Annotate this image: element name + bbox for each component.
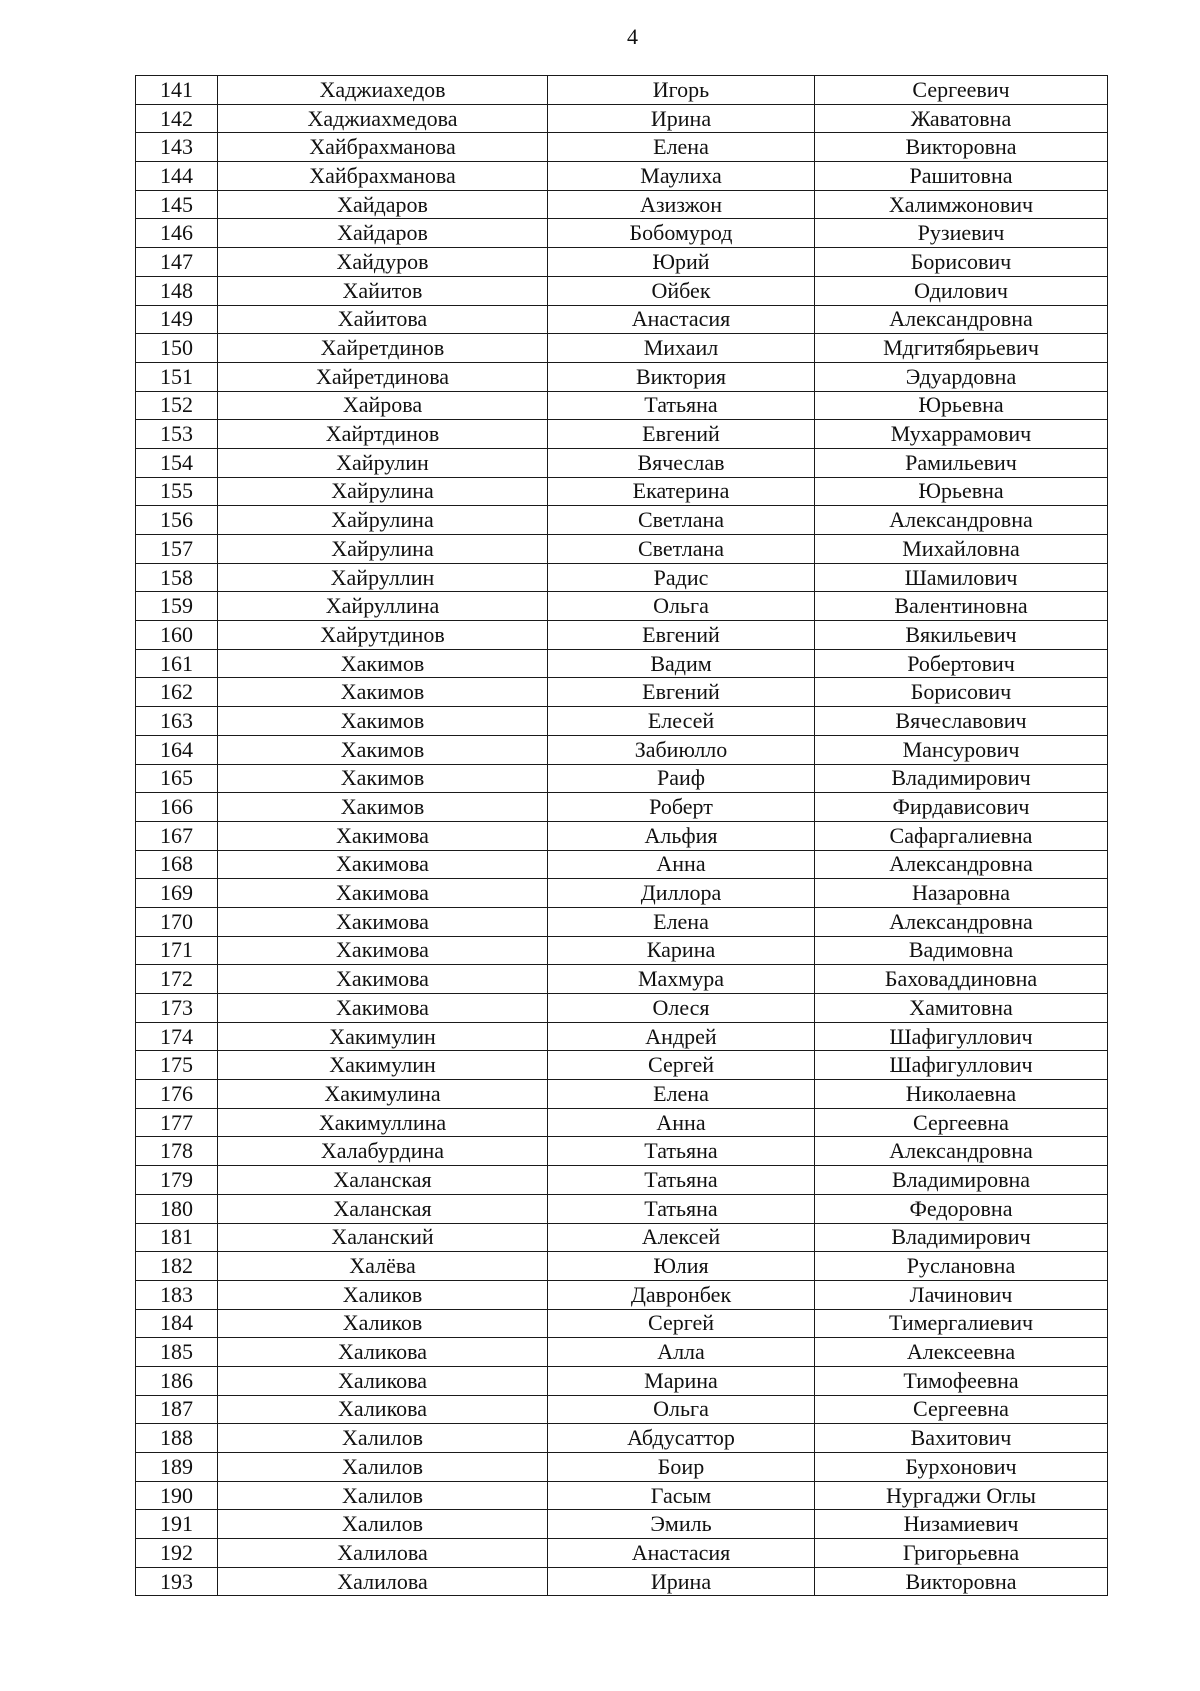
table-row bbox=[136, 76, 1108, 105]
table-row bbox=[136, 907, 1108, 936]
last-name-cell: Халиков bbox=[218, 1309, 548, 1338]
patronymic-cell: Рузиевич bbox=[815, 219, 1108, 248]
first-name-cell: Эмиль bbox=[548, 1510, 815, 1539]
row-number-cell: 184 bbox=[136, 1309, 218, 1338]
patronymic-cell: Робертович bbox=[815, 649, 1108, 678]
row-number-cell: 141 bbox=[136, 76, 218, 105]
last-name-cell: Хайитова bbox=[218, 305, 548, 334]
table-row bbox=[136, 133, 1108, 162]
table-row bbox=[136, 219, 1108, 248]
names-table-body bbox=[136, 76, 1108, 1596]
table-row bbox=[136, 994, 1108, 1023]
first-name-cell: Елена bbox=[548, 133, 815, 162]
table-row bbox=[136, 535, 1108, 564]
last-name-cell: Хайбрахманова bbox=[218, 133, 548, 162]
first-name-cell: Марина bbox=[548, 1366, 815, 1395]
first-name-cell: Ольга bbox=[548, 592, 815, 621]
first-name-cell: Ирина bbox=[548, 104, 815, 133]
first-name-cell: Ойбек bbox=[548, 276, 815, 305]
patronymic-cell: Владимирович bbox=[815, 764, 1108, 793]
first-name-cell: Игорь bbox=[548, 76, 815, 105]
patronymic-cell: Хамитовна bbox=[815, 994, 1108, 1023]
patronymic-cell: Одилович bbox=[815, 276, 1108, 305]
row-number-cell: 191 bbox=[136, 1510, 218, 1539]
last-name-cell: Хайретдинов bbox=[218, 334, 548, 363]
patronymic-cell: Руслановна bbox=[815, 1252, 1108, 1281]
table-row bbox=[136, 1223, 1108, 1252]
table-row bbox=[136, 965, 1108, 994]
last-name-cell: Хакимулин bbox=[218, 1022, 548, 1051]
row-number-cell: 182 bbox=[136, 1252, 218, 1281]
last-name-cell: Хакимова bbox=[218, 965, 548, 994]
first-name-cell: Диллора bbox=[548, 879, 815, 908]
last-name-cell: Хакимова bbox=[218, 821, 548, 850]
patronymic-cell: Владимировна bbox=[815, 1166, 1108, 1195]
row-number-cell: 148 bbox=[136, 276, 218, 305]
first-name-cell: Альфия bbox=[548, 821, 815, 850]
patronymic-cell: Халимжонович bbox=[815, 190, 1108, 219]
row-number-cell: 166 bbox=[136, 793, 218, 822]
table-row bbox=[136, 1080, 1108, 1109]
first-name-cell: Юрий bbox=[548, 248, 815, 277]
table-row bbox=[136, 1366, 1108, 1395]
first-name-cell: Сергей bbox=[548, 1051, 815, 1080]
first-name-cell: Татьяна bbox=[548, 391, 815, 420]
table-row bbox=[136, 1453, 1108, 1482]
patronymic-cell: Александровна bbox=[815, 850, 1108, 879]
patronymic-cell: Эдуардовна bbox=[815, 362, 1108, 391]
row-number-cell: 186 bbox=[136, 1366, 218, 1395]
row-number-cell: 178 bbox=[136, 1137, 218, 1166]
patronymic-cell: Александровна bbox=[815, 305, 1108, 334]
table-row bbox=[136, 334, 1108, 363]
last-name-cell: Хайрулина bbox=[218, 535, 548, 564]
patronymic-cell: Вадимовна bbox=[815, 936, 1108, 965]
row-number-cell: 150 bbox=[136, 334, 218, 363]
patronymic-cell: Николаевна bbox=[815, 1080, 1108, 1109]
patronymic-cell: Владимирович bbox=[815, 1223, 1108, 1252]
row-number-cell: 170 bbox=[136, 907, 218, 936]
first-name-cell: Елесей bbox=[548, 707, 815, 736]
last-name-cell: Халабурдина bbox=[218, 1137, 548, 1166]
patronymic-cell: Сафаргалиевна bbox=[815, 821, 1108, 850]
patronymic-cell: Нургаджи Оглы bbox=[815, 1481, 1108, 1510]
table-row bbox=[136, 1481, 1108, 1510]
last-name-cell: Хакимова bbox=[218, 879, 548, 908]
table-row bbox=[136, 936, 1108, 965]
table-row bbox=[136, 793, 1108, 822]
last-name-cell: Хайретдинова bbox=[218, 362, 548, 391]
last-name-cell: Хайдуров bbox=[218, 248, 548, 277]
patronymic-cell: Валентиновна bbox=[815, 592, 1108, 621]
first-name-cell: Андрей bbox=[548, 1022, 815, 1051]
row-number-cell: 157 bbox=[136, 535, 218, 564]
row-number-cell: 181 bbox=[136, 1223, 218, 1252]
table-row bbox=[136, 1108, 1108, 1137]
row-number-cell: 160 bbox=[136, 621, 218, 650]
patronymic-cell: Вахитович bbox=[815, 1424, 1108, 1453]
last-name-cell: Халиков bbox=[218, 1280, 548, 1309]
row-number-cell: 177 bbox=[136, 1108, 218, 1137]
table-row bbox=[136, 879, 1108, 908]
row-number-cell: 149 bbox=[136, 305, 218, 334]
first-name-cell: Абдусаттор bbox=[548, 1424, 815, 1453]
table-row bbox=[136, 1539, 1108, 1568]
first-name-cell: Давронбек bbox=[548, 1280, 815, 1309]
patronymic-cell: Шамилович bbox=[815, 563, 1108, 592]
table-row bbox=[136, 1567, 1108, 1596]
row-number-cell: 146 bbox=[136, 219, 218, 248]
row-number-cell: 193 bbox=[136, 1567, 218, 1596]
first-name-cell: Боир bbox=[548, 1453, 815, 1482]
row-number-cell: 187 bbox=[136, 1395, 218, 1424]
last-name-cell: Халилова bbox=[218, 1567, 548, 1596]
table-row bbox=[136, 104, 1108, 133]
table-row bbox=[136, 248, 1108, 277]
patronymic-cell: Жаватовна bbox=[815, 104, 1108, 133]
row-number-cell: 153 bbox=[136, 420, 218, 449]
table-row bbox=[136, 162, 1108, 191]
patronymic-cell: Баховаддиновна bbox=[815, 965, 1108, 994]
row-number-cell: 163 bbox=[136, 707, 218, 736]
table-row bbox=[136, 1022, 1108, 1051]
row-number-cell: 151 bbox=[136, 362, 218, 391]
table-row bbox=[136, 592, 1108, 621]
last-name-cell: Халанская bbox=[218, 1194, 548, 1223]
first-name-cell: Евгений bbox=[548, 678, 815, 707]
last-name-cell: Хайрулина bbox=[218, 477, 548, 506]
row-number-cell: 190 bbox=[136, 1481, 218, 1510]
table-row bbox=[136, 305, 1108, 334]
first-name-cell: Михаил bbox=[548, 334, 815, 363]
last-name-cell: Хакимова bbox=[218, 936, 548, 965]
last-name-cell: Хакимова bbox=[218, 850, 548, 879]
row-number-cell: 155 bbox=[136, 477, 218, 506]
patronymic-cell: Мухаррамович bbox=[815, 420, 1108, 449]
row-number-cell: 192 bbox=[136, 1539, 218, 1568]
last-name-cell: Халилов bbox=[218, 1481, 548, 1510]
last-name-cell: Хайрулин bbox=[218, 448, 548, 477]
row-number-cell: 142 bbox=[136, 104, 218, 133]
row-number-cell: 175 bbox=[136, 1051, 218, 1080]
first-name-cell: Анна bbox=[548, 850, 815, 879]
patronymic-cell: Юрьевна bbox=[815, 391, 1108, 420]
patronymic-cell: Шафигуллович bbox=[815, 1051, 1108, 1080]
table-row bbox=[136, 735, 1108, 764]
row-number-cell: 144 bbox=[136, 162, 218, 191]
patronymic-cell: Рамильевич bbox=[815, 448, 1108, 477]
last-name-cell: Хакимова bbox=[218, 994, 548, 1023]
last-name-cell: Халикова bbox=[218, 1395, 548, 1424]
first-name-cell: Евгений bbox=[548, 621, 815, 650]
last-name-cell: Хайдаров bbox=[218, 190, 548, 219]
first-name-cell: Вадим bbox=[548, 649, 815, 678]
first-name-cell: Виктория bbox=[548, 362, 815, 391]
last-name-cell: Халилов bbox=[218, 1424, 548, 1453]
patronymic-cell: Сергеевна bbox=[815, 1395, 1108, 1424]
first-name-cell: Анастасия bbox=[548, 305, 815, 334]
first-name-cell: Елена bbox=[548, 907, 815, 936]
row-number-cell: 173 bbox=[136, 994, 218, 1023]
row-number-cell: 172 bbox=[136, 965, 218, 994]
patronymic-cell: Сергеевна bbox=[815, 1108, 1108, 1137]
first-name-cell: Олеся bbox=[548, 994, 815, 1023]
last-name-cell: Халилова bbox=[218, 1539, 548, 1568]
first-name-cell: Махмура bbox=[548, 965, 815, 994]
first-name-cell: Роберт bbox=[548, 793, 815, 822]
last-name-cell: Хайртдинов bbox=[218, 420, 548, 449]
last-name-cell: Хайбрахманова bbox=[218, 162, 548, 191]
page-number: 4 bbox=[627, 24, 638, 49]
first-name-cell: Раиф bbox=[548, 764, 815, 793]
last-name-cell: Халанская bbox=[218, 1166, 548, 1195]
row-number-cell: 176 bbox=[136, 1080, 218, 1109]
last-name-cell: Хайитов bbox=[218, 276, 548, 305]
table-row bbox=[136, 1338, 1108, 1367]
row-number-cell: 189 bbox=[136, 1453, 218, 1482]
table-row bbox=[136, 1309, 1108, 1338]
table-row bbox=[136, 1137, 1108, 1166]
table-row bbox=[136, 850, 1108, 879]
last-name-cell: Хакимов bbox=[218, 649, 548, 678]
patronymic-cell: Григорьевна bbox=[815, 1539, 1108, 1568]
last-name-cell: Хаджиахмедова bbox=[218, 104, 548, 133]
patronymic-cell: Лачинович bbox=[815, 1280, 1108, 1309]
row-number-cell: 162 bbox=[136, 678, 218, 707]
patronymic-cell: Александровна bbox=[815, 1137, 1108, 1166]
first-name-cell: Гасым bbox=[548, 1481, 815, 1510]
patronymic-cell: Вячеславович bbox=[815, 707, 1108, 736]
row-number-cell: 179 bbox=[136, 1166, 218, 1195]
first-name-cell: Ольга bbox=[548, 1395, 815, 1424]
first-name-cell: Ирина bbox=[548, 1567, 815, 1596]
patronymic-cell: Федоровна bbox=[815, 1194, 1108, 1223]
patronymic-cell: Сергеевич bbox=[815, 76, 1108, 105]
last-name-cell: Хакимов bbox=[218, 735, 548, 764]
patronymic-cell: Шафигуллович bbox=[815, 1022, 1108, 1051]
first-name-cell: Анна bbox=[548, 1108, 815, 1137]
first-name-cell: Азизжон bbox=[548, 190, 815, 219]
first-name-cell: Алексей bbox=[548, 1223, 815, 1252]
row-number-cell: 159 bbox=[136, 592, 218, 621]
row-number-cell: 171 bbox=[136, 936, 218, 965]
first-name-cell: Алла bbox=[548, 1338, 815, 1367]
row-number-cell: 185 bbox=[136, 1338, 218, 1367]
table-row bbox=[136, 362, 1108, 391]
last-name-cell: Халикова bbox=[218, 1338, 548, 1367]
row-number-cell: 152 bbox=[136, 391, 218, 420]
first-name-cell: Евгений bbox=[548, 420, 815, 449]
first-name-cell: Бобомурод bbox=[548, 219, 815, 248]
row-number-cell: 164 bbox=[136, 735, 218, 764]
row-number-cell: 156 bbox=[136, 506, 218, 535]
patronymic-cell: Назаровна bbox=[815, 879, 1108, 908]
row-number-cell: 147 bbox=[136, 248, 218, 277]
first-name-cell: Татьяна bbox=[548, 1194, 815, 1223]
first-name-cell: Татьяна bbox=[548, 1137, 815, 1166]
first-name-cell: Радис bbox=[548, 563, 815, 592]
last-name-cell: Халилов bbox=[218, 1453, 548, 1482]
last-name-cell: Хакимов bbox=[218, 678, 548, 707]
row-number-cell: 180 bbox=[136, 1194, 218, 1223]
table-row bbox=[136, 621, 1108, 650]
row-number-cell: 167 bbox=[136, 821, 218, 850]
first-name-cell: Сергей bbox=[548, 1309, 815, 1338]
patronymic-cell: Мансурович bbox=[815, 735, 1108, 764]
first-name-cell: Забиюлло bbox=[548, 735, 815, 764]
first-name-cell: Маулиха bbox=[548, 162, 815, 191]
table-row bbox=[136, 1280, 1108, 1309]
patronymic-cell: Александровна bbox=[815, 907, 1108, 936]
patronymic-cell: Тимофеевна bbox=[815, 1366, 1108, 1395]
last-name-cell: Хайрова bbox=[218, 391, 548, 420]
table-row bbox=[136, 420, 1108, 449]
patronymic-cell: Вякильевич bbox=[815, 621, 1108, 650]
last-name-cell: Хайруллин bbox=[218, 563, 548, 592]
first-name-cell: Екатерина bbox=[548, 477, 815, 506]
patronymic-cell: Борисович bbox=[815, 678, 1108, 707]
first-name-cell: Светлана bbox=[548, 506, 815, 535]
last-name-cell: Хакимулин bbox=[218, 1051, 548, 1080]
row-number-cell: 161 bbox=[136, 649, 218, 678]
last-name-cell: Хакимуллина bbox=[218, 1108, 548, 1137]
table-row bbox=[136, 276, 1108, 305]
patronymic-cell: Алексеевна bbox=[815, 1338, 1108, 1367]
last-name-cell: Халилов bbox=[218, 1510, 548, 1539]
table-row bbox=[136, 190, 1108, 219]
row-number-cell: 174 bbox=[136, 1022, 218, 1051]
table-row bbox=[136, 649, 1108, 678]
first-name-cell: Юлия bbox=[548, 1252, 815, 1281]
patronymic-cell: Тимергалиевич bbox=[815, 1309, 1108, 1338]
last-name-cell: Хайдаров bbox=[218, 219, 548, 248]
first-name-cell: Карина bbox=[548, 936, 815, 965]
last-name-cell: Халёва bbox=[218, 1252, 548, 1281]
last-name-cell: Хайруллина bbox=[218, 592, 548, 621]
row-number-cell: 183 bbox=[136, 1280, 218, 1309]
patronymic-cell: Бурхонович bbox=[815, 1453, 1108, 1482]
table-row bbox=[136, 1166, 1108, 1195]
table-row bbox=[136, 1252, 1108, 1281]
row-number-cell: 158 bbox=[136, 563, 218, 592]
table-row bbox=[136, 563, 1108, 592]
row-number-cell: 143 bbox=[136, 133, 218, 162]
last-name-cell: Халанский bbox=[218, 1223, 548, 1252]
patronymic-cell: Мдгитябярьевич bbox=[815, 334, 1108, 363]
patronymic-cell: Викторовна bbox=[815, 1567, 1108, 1596]
last-name-cell: Хакимов bbox=[218, 793, 548, 822]
patronymic-cell: Юрьевна bbox=[815, 477, 1108, 506]
last-name-cell: Хайрулина bbox=[218, 506, 548, 535]
table-row bbox=[136, 1510, 1108, 1539]
table-row bbox=[136, 477, 1108, 506]
last-name-cell: Хакимова bbox=[218, 907, 548, 936]
patronymic-cell: Борисович bbox=[815, 248, 1108, 277]
patronymic-cell: Рашитовна bbox=[815, 162, 1108, 191]
table-row bbox=[136, 448, 1108, 477]
row-number-cell: 145 bbox=[136, 190, 218, 219]
row-number-cell: 188 bbox=[136, 1424, 218, 1453]
table-row bbox=[136, 764, 1108, 793]
patronymic-cell: Фирдависович bbox=[815, 793, 1108, 822]
first-name-cell: Вячеслав bbox=[548, 448, 815, 477]
first-name-cell: Татьяна bbox=[548, 1166, 815, 1195]
first-name-cell: Светлана bbox=[548, 535, 815, 564]
table-row bbox=[136, 506, 1108, 535]
table-row bbox=[136, 821, 1108, 850]
row-number-cell: 168 bbox=[136, 850, 218, 879]
table-row bbox=[136, 1395, 1108, 1424]
first-name-cell: Елена bbox=[548, 1080, 815, 1109]
table-row bbox=[136, 1424, 1108, 1453]
patronymic-cell: Михайловна bbox=[815, 535, 1108, 564]
row-number-cell: 169 bbox=[136, 879, 218, 908]
table-row bbox=[136, 707, 1108, 736]
patronymic-cell: Викторовна bbox=[815, 133, 1108, 162]
table-row bbox=[136, 678, 1108, 707]
last-name-cell: Хакимулина bbox=[218, 1080, 548, 1109]
table-row bbox=[136, 1051, 1108, 1080]
first-name-cell: Анастасия bbox=[548, 1539, 815, 1568]
row-number-cell: 154 bbox=[136, 448, 218, 477]
table-row bbox=[136, 1194, 1108, 1223]
table-row bbox=[136, 391, 1108, 420]
row-number-cell: 165 bbox=[136, 764, 218, 793]
last-name-cell: Хакимов bbox=[218, 764, 548, 793]
names-table bbox=[135, 75, 1108, 1596]
patronymic-cell: Низамиевич bbox=[815, 1510, 1108, 1539]
last-name-cell: Халикова bbox=[218, 1366, 548, 1395]
last-name-cell: Хакимов bbox=[218, 707, 548, 736]
patronymic-cell: Александровна bbox=[815, 506, 1108, 535]
last-name-cell: Хайрутдинов bbox=[218, 621, 548, 650]
last-name-cell: Хаджиахедов bbox=[218, 76, 548, 105]
